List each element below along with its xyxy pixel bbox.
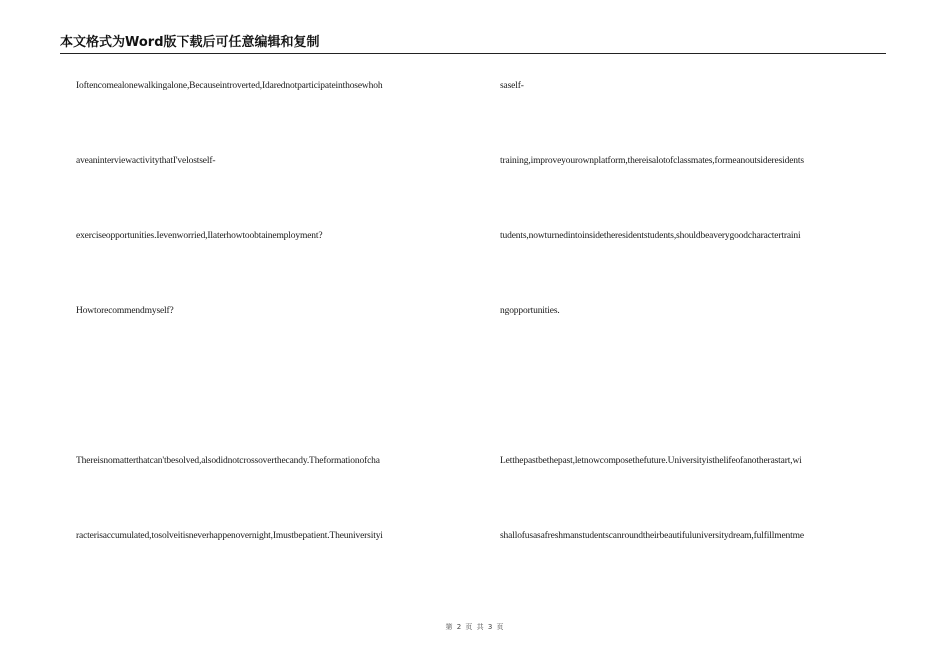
right-line-5: Letthepastbethepast,letnowcomposethefuture.Universityisthelifeofanotherastart,wi (500, 456, 802, 466)
left-line-3: exerciseopportunities.Ievenworried,Ilaterhowtoobtainemployment? (76, 231, 323, 241)
left-line-2: aveaninterviewactivitythatI'velostself- (76, 156, 216, 166)
left-text-column (76, 0, 471, 672)
header-title: 本文格式为Word版下载后可任意编辑和复制 (60, 35, 320, 50)
left-line-6: racterisaccumulated,tosolveitisneverhappenovernight,Imustbepatient.Theuniversityi (76, 531, 383, 541)
right-line-4: ngopportunities. (500, 306, 560, 316)
right-line-1: saself- (500, 81, 524, 91)
right-text-column (500, 0, 886, 672)
right-line-2: training,improveyourownplatform,thereisalotofclassmates,formeanoutsideresidents (500, 156, 804, 166)
right-line-3: tudents,nowturnedintoinsidetheresidentstudents,shouldbeaverygoodcharactertraini (500, 231, 801, 241)
page-number-footer: 第 2 页 共 3 页 (445, 623, 505, 631)
left-line-4: Howtorecommendmyself? (76, 306, 174, 316)
left-line-5: Thereisnomatterthatcan'tbesolved,alsodidnotcrossoverthecandy.Theformationofcha (76, 456, 380, 466)
right-line-6: shallofusasafreshmanstudentscanroundtheirbeautifuluniversitydream,fulfillmentme (500, 531, 804, 541)
left-line-1: Ioftencomealonewalkingalone,Becauseintroverted,Idarednotparticipateinthosewhoh (76, 81, 383, 91)
